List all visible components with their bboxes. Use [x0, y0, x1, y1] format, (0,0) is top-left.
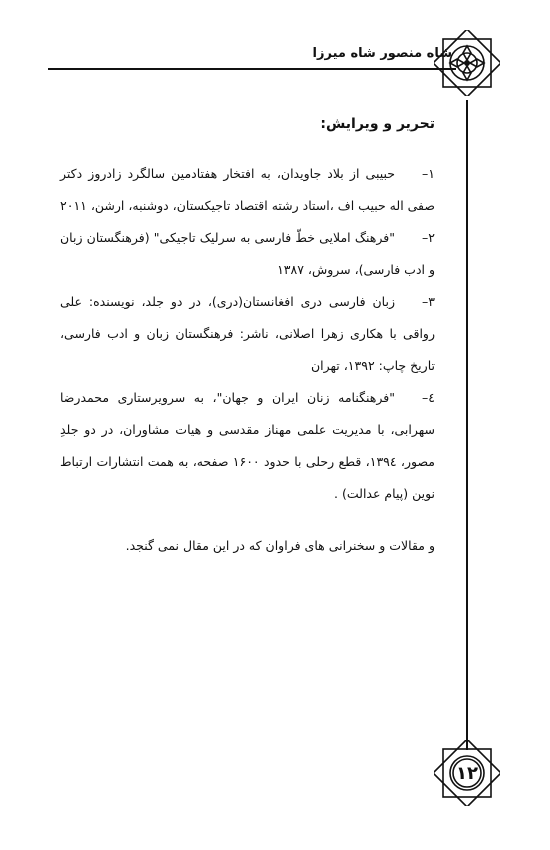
- list-item-number: ۲–: [422, 230, 435, 245]
- list-item: [60, 382, 435, 510]
- list-item: [60, 158, 435, 222]
- page-number: ۱۲: [456, 762, 478, 784]
- list-item: [60, 222, 435, 286]
- list-item-number: ۱–: [422, 166, 435, 181]
- list-item-text: زبان فارسی دری افغانستان(دری)، در دو جلد، نویسنده: علی رواقی با هکاری زهرا اصلانی، ناشر: فرهنگستان زبان و ادب فارسی، تاریخ چاپ: ۱۳۹۲، تهران: [60, 294, 435, 373]
- list-item-text: "فرهنگ املایی خطّ فارسی به سرلیک تاجیکی" (فرهنگستان زبان و ادب فارسی)، سروش، ۱۳۸۷: [60, 230, 435, 277]
- margin-vertical-rule: [466, 100, 468, 750]
- running-header-title: شاه منصور شاه میرزا: [312, 46, 452, 61]
- closing-paragraph: و مقالات و سخنرانی های فراوان که در این مقال نمی گنجد.: [125, 538, 435, 553]
- list-item-text: "فرهنگنامه زنان ایران و جهان"، به سرویرستاری محمدرضا سهرابی، با مدیریت علمی مهناز مقدسی و هیات مشاوران، در دو جلدِ مصور، ۱۳۹٤، قطع رحلی با حدود ۱۶۰۰ صفحه، به همت انتشارات ارتباط نوین (پیام عدالت) .: [60, 390, 435, 501]
- header-rule: [48, 68, 456, 70]
- page-body: [60, 116, 435, 562]
- list-item: [60, 286, 435, 382]
- list-item-number: ۳–: [422, 294, 435, 309]
- list-item-number: ٤–: [422, 390, 435, 405]
- section-heading: تحریر و ویرایش:: [320, 116, 435, 132]
- rosette-ornament-icon: [434, 30, 500, 96]
- list-item-text: حبیبی از بلاد جاویدان، به افتخار هفتادمین سالگرد زادروز دکتر صفی اله حبیب اف ،استاد رشته اقتصاد تاجیکستان، دوشنبه، ارشن، ۲۰۱۱: [60, 166, 435, 213]
